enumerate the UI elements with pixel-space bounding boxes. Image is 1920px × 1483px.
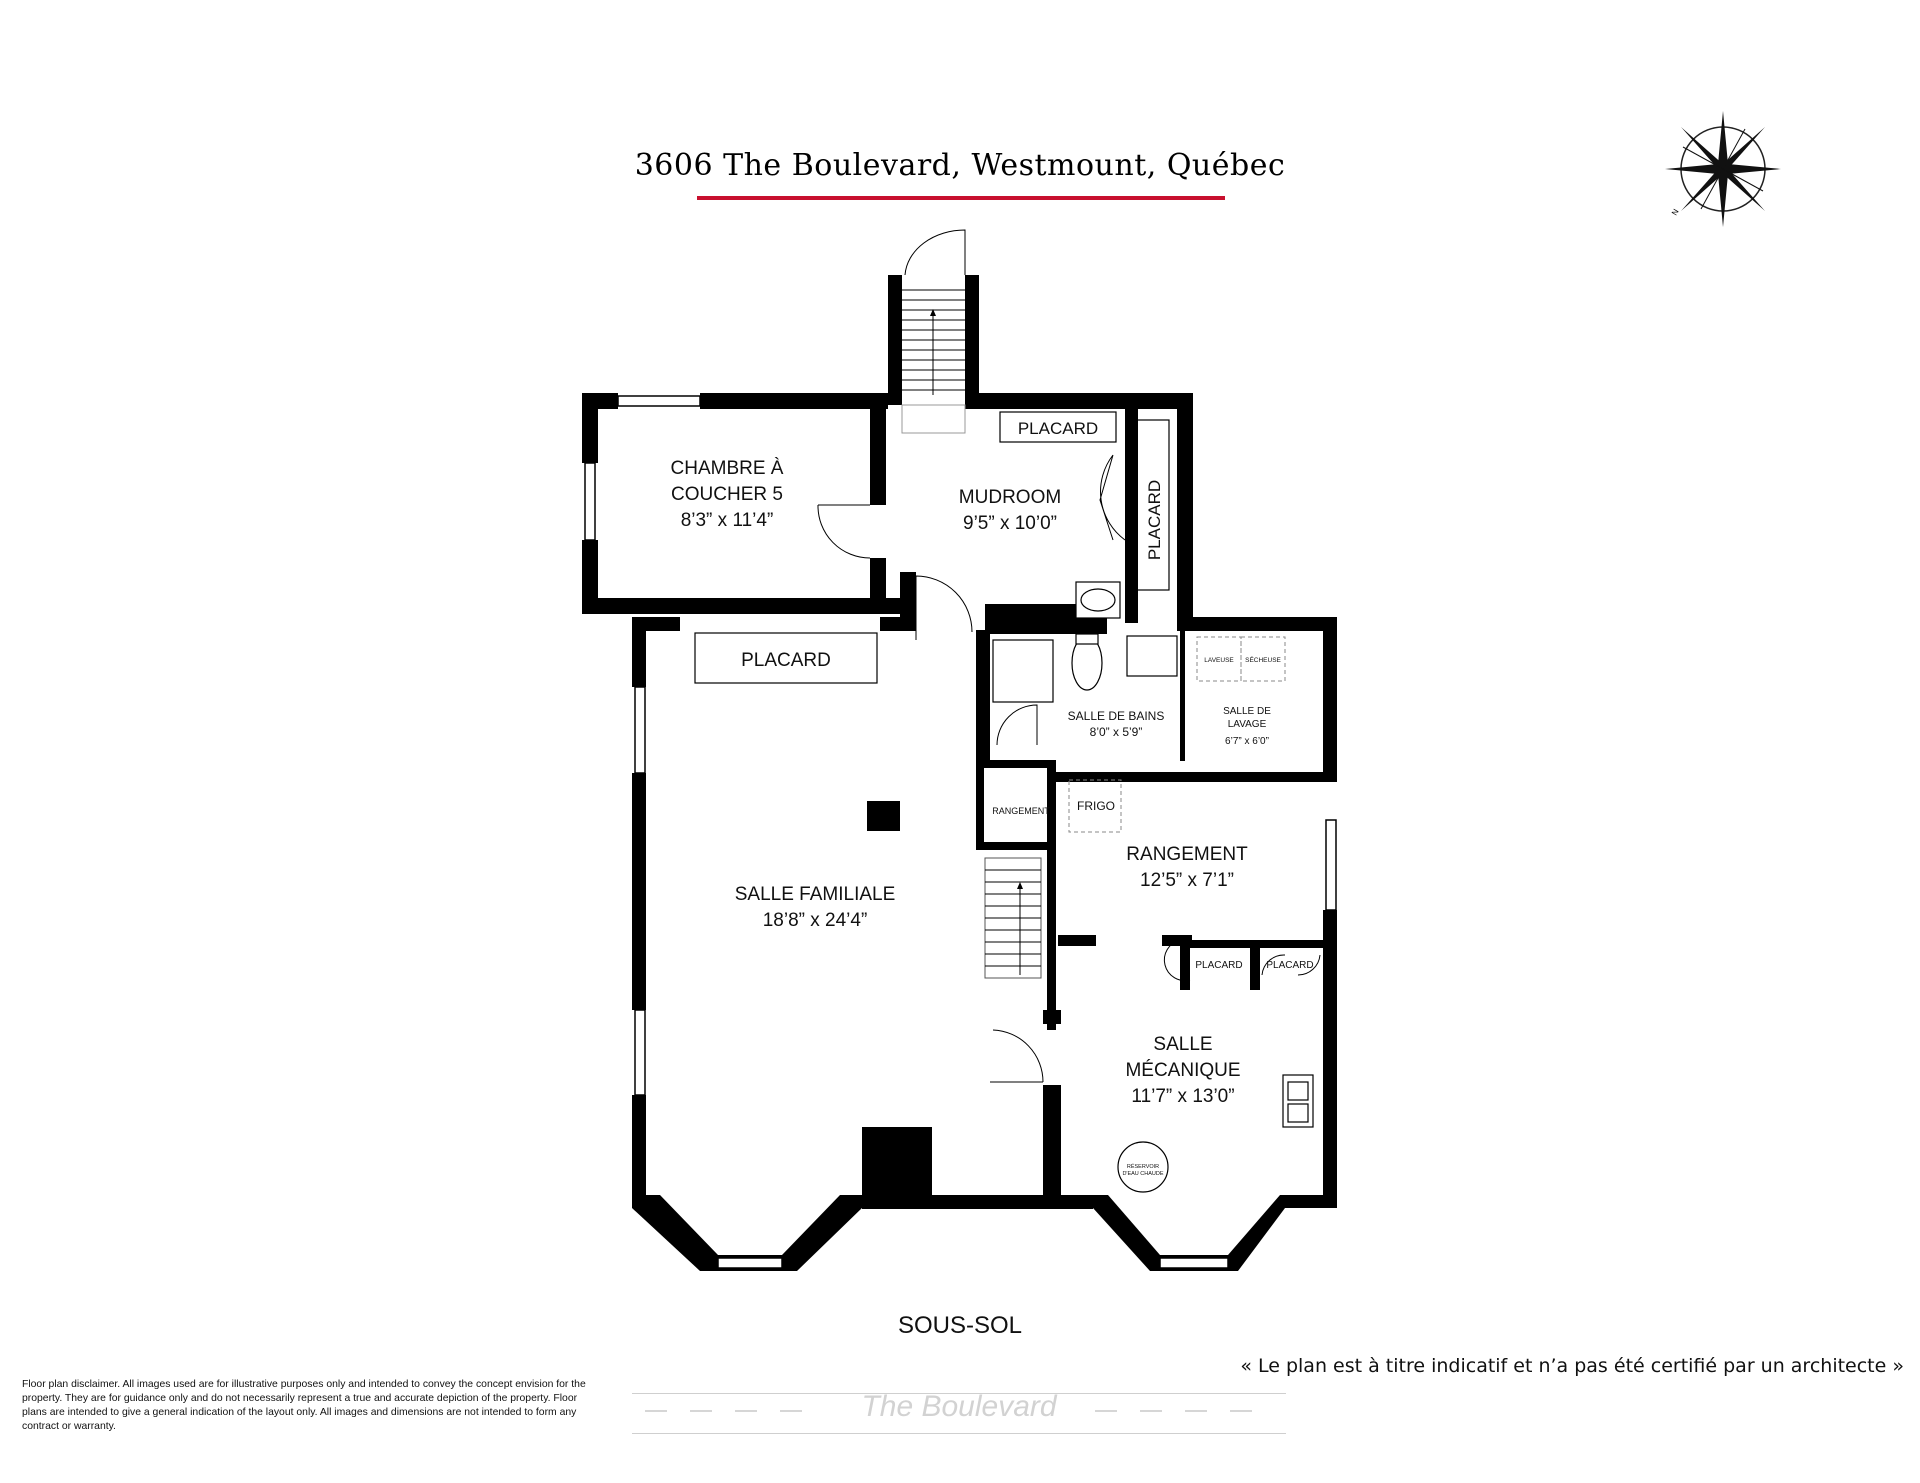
floor-plan-disclaimer: Floor plan disclaimer. All images used are for illustrative purposes only and intended to convey the concept envision for the property. They are for guidance only and do not necessarily represent a true and accurate depiction of the property. Floor plans are intended to give a general indication of the layout only. All images and dimensions are not intended to form any contract or warranty. <box>22 1379 586 1432</box>
compass-rose-icon <box>1665 111 1781 227</box>
interior-stairs <box>985 858 1041 978</box>
salle-de-bains-dimensions: 8’0” x 5’9” <box>1089 725 1143 739</box>
laveuse-label: LAVEUSE <box>1204 657 1234 664</box>
floor-label: SOUS-SOL <box>897 1312 1023 1339</box>
chambre-label-line1: CHAMBRE À <box>670 458 784 479</box>
rangement-dimensions: 12’5” x 7’1” <box>1140 870 1234 891</box>
placard-mech-2-label: PLACARD <box>1266 960 1314 971</box>
walls <box>582 275 1337 1271</box>
reservoir-label-line1: RÉSERVOIR <box>1126 1164 1160 1170</box>
entrance-stairs <box>902 230 965 433</box>
placard-family-label: PLACARD <box>741 650 831 671</box>
salle-de-lavage-label-line1: SALLE DE <box>1223 706 1271 717</box>
compass-north-label: N <box>1669 207 1681 217</box>
frigo-label: FRIGO <box>1077 799 1115 813</box>
certification-note: « Le plan est à titre indicatif et n’a pas été certifié par un architecte » <box>1240 1355 1904 1377</box>
doors <box>818 455 1320 1082</box>
salle-de-lavage-dimensions: 6’7” x 6’0” <box>1225 736 1269 747</box>
chambre-dimensions: 8’3” x 11’4” <box>680 510 774 531</box>
mudroom-label: MUDROOM <box>958 487 1062 508</box>
mudroom-dimensions: 9’5” x 10’0” <box>963 513 1057 534</box>
brand-watermark: The Boulevard <box>861 1390 1057 1423</box>
salle-mecanique-label-line2: MÉCANIQUE <box>1125 1060 1241 1081</box>
salle-familiale-dimensions: 18’8” x 24’4” <box>762 910 868 931</box>
salle-mecanique-dimensions: 11’7” x 13’0” <box>1131 1086 1235 1107</box>
salle-mecanique-label-line1: SALLE <box>1153 1034 1213 1055</box>
brand-rule-bottom <box>632 1433 1286 1434</box>
secheuse-label: SÉCHEUSE <box>1245 657 1281 664</box>
salle-familiale-label: SALLE FAMILIALE <box>734 884 896 905</box>
placard-mech-1-label: PLACARD <box>1195 960 1243 971</box>
rangement-label: RANGEMENT <box>1126 844 1248 865</box>
reservoir-label-line2: D'EAU CHAUDE <box>1122 1171 1164 1177</box>
rangement-small-label: RANGEMENT <box>992 806 1050 816</box>
plan-title: 3606 The Boulevard, Westmount, Québec <box>634 148 1286 183</box>
placard-top-label: PLACARD <box>1017 419 1099 438</box>
salle-de-lavage-label-line2: LAVAGE <box>1227 719 1267 730</box>
placard-vertical-label: PLACARD <box>1145 479 1164 561</box>
chambre-label-line2: COUCHER 5 <box>671 484 783 505</box>
salle-de-bains-label: SALLE DE BAINS <box>1067 709 1165 723</box>
